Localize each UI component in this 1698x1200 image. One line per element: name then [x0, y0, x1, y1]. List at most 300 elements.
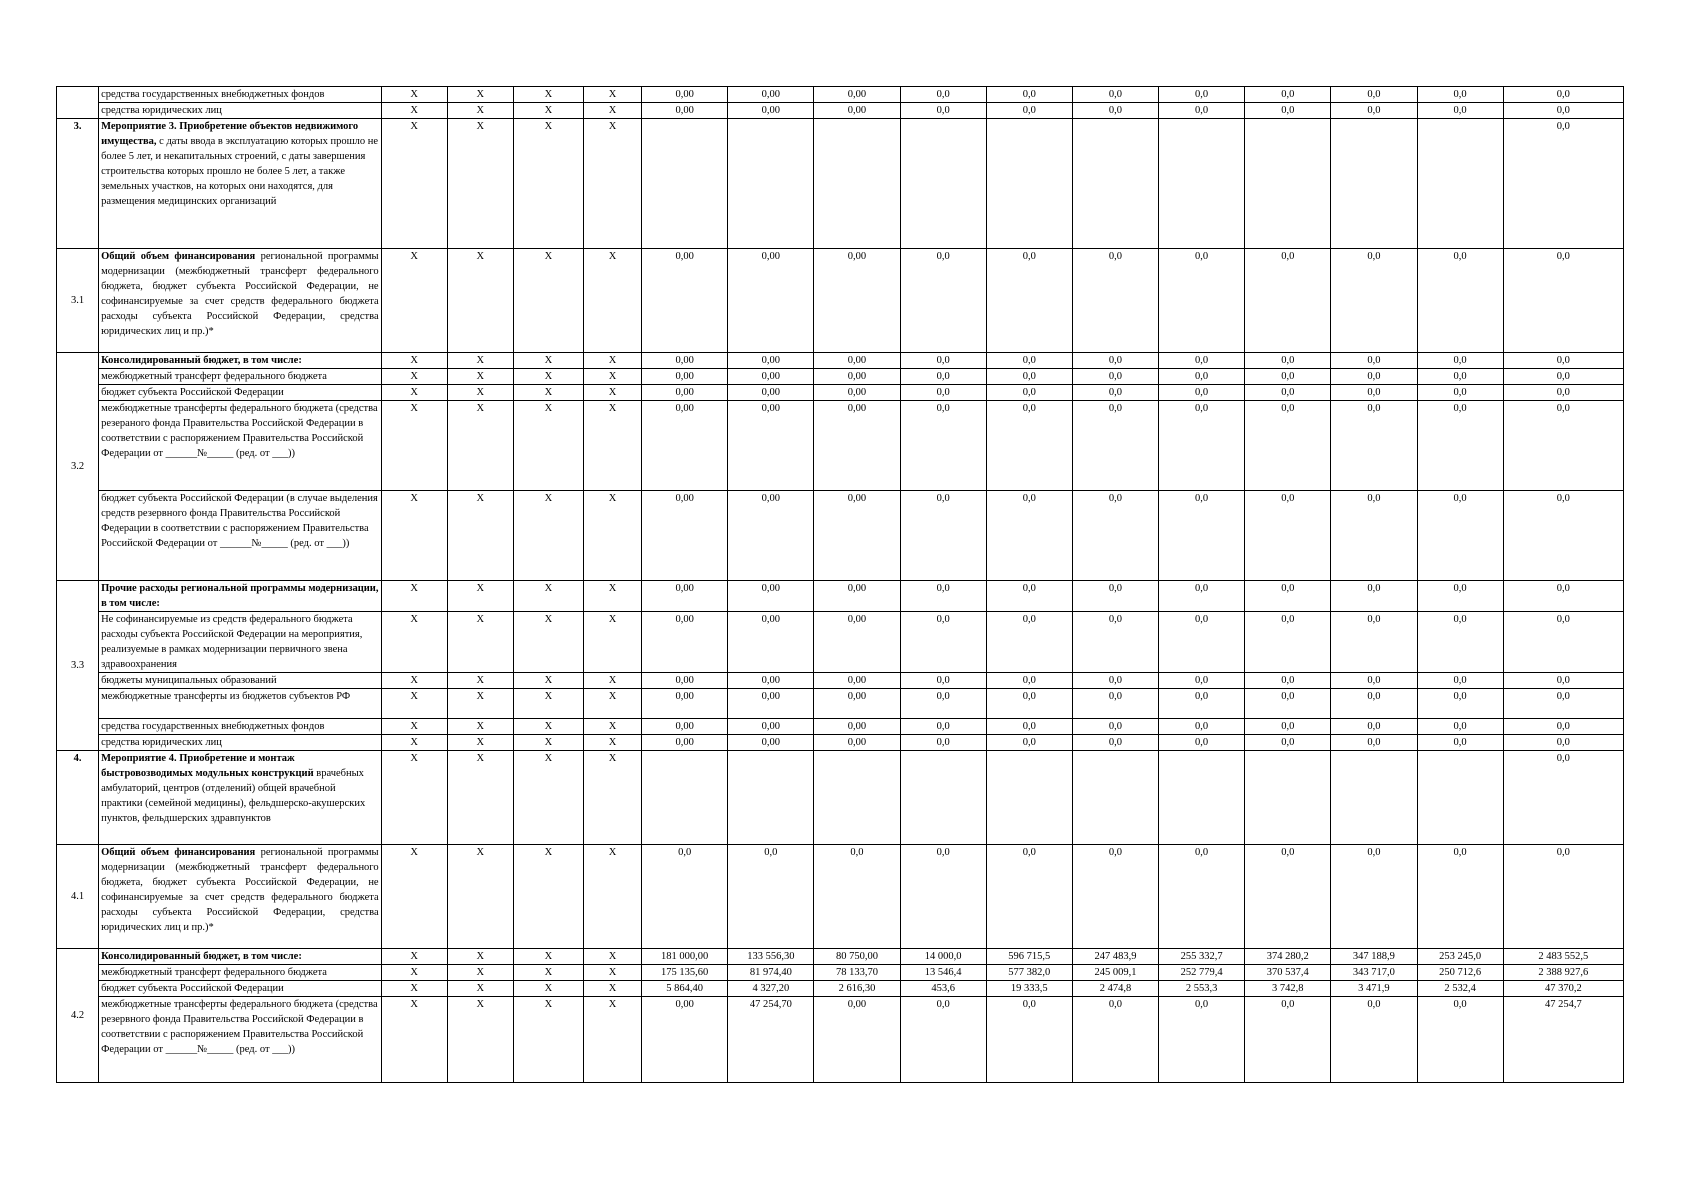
- value-cell: 0,0: [1417, 845, 1503, 949]
- value-cell: 0,0: [1417, 385, 1503, 401]
- value-cell: 0,0: [1159, 353, 1245, 369]
- row-number: 4.2: [57, 949, 99, 1083]
- value-cell: 0,0: [900, 353, 986, 369]
- value-cell: 0,0: [1245, 353, 1331, 369]
- value-cell: 0,0: [1072, 845, 1158, 949]
- value-cell: 0,0: [1159, 673, 1245, 689]
- value-cell: X: [583, 87, 641, 103]
- value-cell: X: [381, 491, 447, 581]
- value-cell: 0,0: [1072, 612, 1158, 673]
- value-cell: 577 382,0: [986, 965, 1072, 981]
- value-cell: 0,00: [814, 369, 900, 385]
- row-description: [99, 353, 382, 369]
- value-cell: 3 742,8: [1245, 981, 1331, 997]
- value-cell: 0,0: [1331, 87, 1417, 103]
- value-cell: 0,00: [642, 673, 728, 689]
- value-cell: X: [447, 735, 513, 751]
- description-text: средства государственных внебюджетных фондов: [101, 721, 325, 732]
- value-cell: 0,0: [1159, 845, 1245, 949]
- value-cell: 0,0: [1072, 581, 1158, 612]
- value-cell: 47 254,7: [1503, 997, 1623, 1083]
- value-cell: X: [583, 673, 641, 689]
- value-cell: [1245, 119, 1331, 249]
- value-cell: 0,0: [986, 87, 1072, 103]
- table-row: [57, 965, 1624, 981]
- value-cell: 0,0: [1331, 103, 1417, 119]
- value-cell: 0,0: [986, 385, 1072, 401]
- value-cell: X: [381, 719, 447, 735]
- value-cell: 0,0: [986, 581, 1072, 612]
- value-cell: 0,0: [1245, 689, 1331, 719]
- value-cell: 0,0: [1245, 369, 1331, 385]
- value-cell: 0,0: [1331, 353, 1417, 369]
- value-cell: X: [513, 87, 583, 103]
- value-cell: X: [583, 735, 641, 751]
- value-cell: 78 133,70: [814, 965, 900, 981]
- value-cell: 0,0: [1417, 249, 1503, 353]
- value-cell: 0,0: [1159, 719, 1245, 735]
- description-text: Мероприятие 4. Приобретение и монтаж быстровозводимых модульных конструкций: [101, 753, 314, 779]
- value-cell: 2 553,3: [1159, 981, 1245, 997]
- value-cell: 0,00: [728, 249, 814, 353]
- value-cell: 0,00: [814, 385, 900, 401]
- value-cell: [728, 751, 814, 845]
- value-cell: 0,0: [1331, 673, 1417, 689]
- description-text: с даты ввода в эксплуатацию которых прошло не более 5 лет, и некапитальных строений, с даты завершения строительства которых прошло не более 5 лет, а также земельных участков, на которых они находятся, для размещения медицинских организаций: [101, 136, 379, 207]
- value-cell: 0,0: [1245, 581, 1331, 612]
- value-cell: [1417, 119, 1503, 249]
- value-cell: 0,0: [1331, 581, 1417, 612]
- description-text: средства юридических лиц: [101, 737, 222, 748]
- value-cell: [1072, 751, 1158, 845]
- value-cell: X: [447, 369, 513, 385]
- value-cell: 0,0: [1503, 845, 1623, 949]
- value-cell: X: [583, 719, 641, 735]
- value-cell: X: [447, 491, 513, 581]
- value-cell: X: [583, 581, 641, 612]
- value-cell: 0,0: [1159, 491, 1245, 581]
- value-cell: [1331, 119, 1417, 249]
- value-cell: 0,0: [1417, 401, 1503, 491]
- description-text: Прочие расходы региональной программы модернизации, в том числе:: [101, 583, 379, 609]
- description-text: межбюджетные трансферты из бюджетов субъектов РФ: [101, 691, 351, 702]
- table-row: [57, 612, 1624, 673]
- description-text: средства юридических лиц: [101, 105, 222, 116]
- value-cell: 13 546,4: [900, 965, 986, 981]
- value-cell: X: [447, 119, 513, 249]
- value-cell: 0,0: [1159, 385, 1245, 401]
- value-cell: 47 370,2: [1503, 981, 1623, 997]
- value-cell: 0,0: [1331, 845, 1417, 949]
- row-description: [99, 673, 382, 689]
- value-cell: X: [513, 581, 583, 612]
- value-cell: 0,0: [1417, 719, 1503, 735]
- value-cell: 0,0: [1417, 689, 1503, 719]
- value-cell: X: [447, 353, 513, 369]
- value-cell: [986, 119, 1072, 249]
- value-cell: 0,0: [1245, 491, 1331, 581]
- value-cell: 0,0: [1159, 401, 1245, 491]
- row-description: [99, 87, 382, 103]
- value-cell: X: [381, 981, 447, 997]
- description-text: региональной программы модернизации (межбюджетный трансферт федерального бюджета, бюджет субъекта Российской Федерации, не софинансируемые за счет средств федерального бюджета расходы субъекта Российской Федерации, средства юридических лиц и пр.)*: [101, 251, 379, 337]
- value-cell: 0,0: [1331, 612, 1417, 673]
- value-cell: 0,0: [1072, 997, 1158, 1083]
- value-cell: 0,0: [1072, 87, 1158, 103]
- value-cell: 0,0: [1159, 87, 1245, 103]
- value-cell: X: [513, 735, 583, 751]
- description-text: бюджеты муниципальных образований: [101, 675, 277, 686]
- value-cell: 0,0: [900, 735, 986, 751]
- value-cell: 0,00: [814, 491, 900, 581]
- value-cell: 0,0: [642, 845, 728, 949]
- value-cell: 0,00: [728, 369, 814, 385]
- value-cell: 0,0: [900, 673, 986, 689]
- value-cell: X: [583, 845, 641, 949]
- value-cell: 0,0: [1417, 612, 1503, 673]
- value-cell: 0,00: [728, 103, 814, 119]
- row-description: [99, 981, 382, 997]
- value-cell: 2 483 552,5: [1503, 949, 1623, 965]
- value-cell: 245 009,1: [1072, 965, 1158, 981]
- value-cell: 0,00: [814, 249, 900, 353]
- table-row: [57, 997, 1624, 1083]
- value-cell: 0,00: [642, 689, 728, 719]
- value-cell: X: [447, 581, 513, 612]
- value-cell: X: [381, 735, 447, 751]
- value-cell: 0,0: [1245, 719, 1331, 735]
- value-cell: 0,0: [986, 491, 1072, 581]
- value-cell: 0,0: [1072, 689, 1158, 719]
- table-row: [57, 103, 1624, 119]
- value-cell: 0,0: [986, 353, 1072, 369]
- table-row: [57, 385, 1624, 401]
- value-cell: 0,00: [728, 673, 814, 689]
- value-cell: 596 715,5: [986, 949, 1072, 965]
- budget-table-page: [56, 86, 1624, 1083]
- value-cell: 0,00: [642, 249, 728, 353]
- description-text: межбюджетные трансферты федерального бюджета (средства резервного фонда Правительства Российской Федерации в соответствии с распоряжением Правительства Российской Федерации от ______№_____ (ред. от ___)): [101, 999, 378, 1055]
- value-cell: 0,00: [814, 103, 900, 119]
- value-cell: X: [381, 581, 447, 612]
- value-cell: X: [447, 719, 513, 735]
- value-cell: 0,0: [986, 997, 1072, 1083]
- value-cell: 0,00: [642, 401, 728, 491]
- value-cell: 0,0: [986, 689, 1072, 719]
- description-text: бюджет субъекта Российской Федерации: [101, 983, 284, 994]
- table-row: [57, 491, 1624, 581]
- table-row: [57, 751, 1624, 845]
- value-cell: 80 750,00: [814, 949, 900, 965]
- value-cell: X: [447, 965, 513, 981]
- value-cell: X: [583, 103, 641, 119]
- value-cell: 0,0: [1159, 581, 1245, 612]
- value-cell: 374 280,2: [1245, 949, 1331, 965]
- value-cell: 0,00: [728, 491, 814, 581]
- value-cell: 0,0: [1331, 385, 1417, 401]
- description-text: Общий объем финансирования: [101, 251, 256, 262]
- value-cell: 0,0: [1159, 103, 1245, 119]
- row-description: [99, 385, 382, 401]
- row-description: [99, 689, 382, 719]
- value-cell: 0,0: [1417, 369, 1503, 385]
- value-cell: 0,0: [1072, 719, 1158, 735]
- value-cell: 0,00: [728, 401, 814, 491]
- value-cell: 0,0: [900, 997, 986, 1083]
- value-cell: 5 864,40: [642, 981, 728, 997]
- value-cell: X: [381, 401, 447, 491]
- value-cell: 0,0: [1417, 581, 1503, 612]
- value-cell: 0,0: [1245, 997, 1331, 1083]
- value-cell: 47 254,70: [728, 997, 814, 1083]
- value-cell: [728, 119, 814, 249]
- value-cell: X: [447, 385, 513, 401]
- value-cell: [1159, 751, 1245, 845]
- value-cell: 253 245,0: [1417, 949, 1503, 965]
- value-cell: 0,0: [1072, 353, 1158, 369]
- value-cell: 0,0: [1503, 719, 1623, 735]
- value-cell: X: [583, 369, 641, 385]
- value-cell: 0,0: [1245, 612, 1331, 673]
- value-cell: 0,0: [986, 103, 1072, 119]
- value-cell: 0,00: [642, 491, 728, 581]
- value-cell: 0,0: [728, 845, 814, 949]
- value-cell: X: [513, 949, 583, 965]
- value-cell: 255 332,7: [1159, 949, 1245, 965]
- value-cell: X: [513, 719, 583, 735]
- row-description: [99, 719, 382, 735]
- row-description: [99, 491, 382, 581]
- value-cell: [1331, 751, 1417, 845]
- description-text: Не софинансируемые из средств федерального бюджета расходы субъекта Российской Федерации на мероприятия, реализуемые в рамках модернизации первичного звена здравоохранения: [101, 614, 363, 670]
- table-row: [57, 689, 1624, 719]
- value-cell: 2 532,4: [1417, 981, 1503, 997]
- row-description: [99, 965, 382, 981]
- value-cell: 0,00: [728, 87, 814, 103]
- value-cell: 0,0: [1245, 735, 1331, 751]
- row-description: [99, 249, 382, 353]
- value-cell: 0,0: [986, 845, 1072, 949]
- row-description: [99, 735, 382, 751]
- value-cell: [1417, 751, 1503, 845]
- value-cell: 14 000,0: [900, 949, 986, 965]
- table-row: [57, 353, 1624, 369]
- value-cell: 0,0: [1072, 103, 1158, 119]
- value-cell: 133 556,30: [728, 949, 814, 965]
- value-cell: 2 474,8: [1072, 981, 1158, 997]
- value-cell: 0,00: [814, 735, 900, 751]
- value-cell: 0,00: [728, 735, 814, 751]
- value-cell: 0,00: [728, 581, 814, 612]
- value-cell: 0,0: [1417, 87, 1503, 103]
- value-cell: X: [381, 965, 447, 981]
- value-cell: X: [583, 119, 641, 249]
- value-cell: X: [513, 119, 583, 249]
- value-cell: [814, 751, 900, 845]
- description-text: Общий объем финансирования: [101, 847, 256, 858]
- value-cell: 0,00: [642, 612, 728, 673]
- row-number: [57, 87, 99, 119]
- value-cell: X: [381, 673, 447, 689]
- value-cell: 0,0: [1503, 689, 1623, 719]
- value-cell: 0,0: [1331, 997, 1417, 1083]
- value-cell: 0,0: [900, 401, 986, 491]
- value-cell: 0,00: [728, 612, 814, 673]
- table-row: [57, 369, 1624, 385]
- value-cell: 0,0: [1159, 612, 1245, 673]
- value-cell: 0,00: [642, 369, 728, 385]
- row-number: 4.1: [57, 845, 99, 949]
- value-cell: 0,0: [1072, 491, 1158, 581]
- value-cell: [642, 751, 728, 845]
- table-row: [57, 581, 1624, 612]
- value-cell: X: [513, 385, 583, 401]
- value-cell: X: [381, 751, 447, 845]
- value-cell: 0,0: [1503, 612, 1623, 673]
- value-cell: X: [381, 249, 447, 353]
- value-cell: 0,00: [728, 719, 814, 735]
- value-cell: 0,00: [728, 689, 814, 719]
- value-cell: 343 717,0: [1331, 965, 1417, 981]
- value-cell: 0,0: [1159, 997, 1245, 1083]
- value-cell: 0,0: [1503, 119, 1623, 249]
- description-text: средства государственных внебюджетных фондов: [101, 89, 325, 100]
- value-cell: 0,00: [814, 997, 900, 1083]
- value-cell: 0,0: [1417, 673, 1503, 689]
- value-cell: 4 327,20: [728, 981, 814, 997]
- table-row: [57, 949, 1624, 965]
- value-cell: 0,00: [814, 689, 900, 719]
- value-cell: 0,0: [1503, 735, 1623, 751]
- value-cell: 250 712,6: [1417, 965, 1503, 981]
- value-cell: 0,0: [900, 491, 986, 581]
- value-cell: X: [381, 103, 447, 119]
- value-cell: X: [513, 981, 583, 997]
- value-cell: 0,0: [1331, 719, 1417, 735]
- value-cell: X: [583, 751, 641, 845]
- value-cell: 453,6: [900, 981, 986, 997]
- value-cell: 0,0: [1245, 385, 1331, 401]
- value-cell: 0,0: [1159, 249, 1245, 353]
- value-cell: X: [447, 673, 513, 689]
- value-cell: 0,0: [1245, 103, 1331, 119]
- row-number: 3.3: [57, 581, 99, 751]
- value-cell: 0,0: [1503, 491, 1623, 581]
- value-cell: 0,0: [1503, 751, 1623, 845]
- value-cell: 0,0: [1331, 491, 1417, 581]
- description-text: Консолидированный бюджет, в том числе:: [101, 951, 302, 962]
- value-cell: 0,0: [1072, 385, 1158, 401]
- value-cell: 0,0: [1245, 249, 1331, 353]
- row-description: [99, 581, 382, 612]
- value-cell: 0,0: [1331, 735, 1417, 751]
- value-cell: X: [381, 369, 447, 385]
- value-cell: [814, 119, 900, 249]
- value-cell: 0,00: [642, 735, 728, 751]
- value-cell: 0,0: [986, 612, 1072, 673]
- value-cell: 0,0: [986, 673, 1072, 689]
- value-cell: 0,00: [728, 353, 814, 369]
- value-cell: 252 779,4: [1159, 965, 1245, 981]
- table-row: [57, 981, 1624, 997]
- budget-table-body: [57, 87, 1624, 1083]
- value-cell: X: [447, 751, 513, 845]
- value-cell: 0,0: [986, 719, 1072, 735]
- description-text: межбюджетный трансферт федерального бюджета: [101, 967, 327, 978]
- value-cell: 0,0: [1072, 369, 1158, 385]
- value-cell: 0,00: [814, 612, 900, 673]
- description-text: врачебных амбулаторий, центров (отделений) общей врачебной практики (семейной медицины), фельдшерско-акушерских пунктов, фельдшерских здравпунктов: [101, 768, 366, 824]
- value-cell: 0,0: [900, 249, 986, 353]
- value-cell: 0,00: [814, 673, 900, 689]
- value-cell: 0,0: [986, 735, 1072, 751]
- value-cell: 0,0: [1072, 401, 1158, 491]
- value-cell: X: [381, 119, 447, 249]
- value-cell: X: [583, 997, 641, 1083]
- value-cell: 0,0: [1331, 369, 1417, 385]
- value-cell: X: [381, 385, 447, 401]
- value-cell: 0,0: [814, 845, 900, 949]
- value-cell: 0,0: [1417, 103, 1503, 119]
- description-text: региональной программы модернизации (межбюджетный трансферт федерального бюджета, бюджет субъекта Российской Федерации, не софинансируемые за счет средств федерального бюджета расходы субъекта Российской Федерации, средства юридических лиц и пр.)*: [101, 847, 379, 933]
- value-cell: 0,0: [1331, 401, 1417, 491]
- value-cell: 0,00: [642, 353, 728, 369]
- row-description: [99, 751, 382, 845]
- value-cell: 0,00: [642, 719, 728, 735]
- value-cell: X: [513, 103, 583, 119]
- value-cell: X: [447, 949, 513, 965]
- value-cell: 0,0: [986, 401, 1072, 491]
- table-row: [57, 119, 1624, 249]
- value-cell: 0,00: [814, 401, 900, 491]
- value-cell: 0,0: [1245, 673, 1331, 689]
- description-text: Консолидированный бюджет, в том числе:: [101, 355, 302, 366]
- value-cell: 0,00: [814, 353, 900, 369]
- value-cell: X: [447, 401, 513, 491]
- value-cell: [986, 751, 1072, 845]
- value-cell: X: [381, 612, 447, 673]
- value-cell: 0,0: [900, 581, 986, 612]
- value-cell: X: [447, 689, 513, 719]
- value-cell: 0,0: [900, 612, 986, 673]
- value-cell: 0,0: [1159, 735, 1245, 751]
- row-description: [99, 369, 382, 385]
- value-cell: 0,0: [1503, 249, 1623, 353]
- value-cell: X: [447, 845, 513, 949]
- value-cell: X: [513, 673, 583, 689]
- value-cell: X: [583, 401, 641, 491]
- value-cell: 0,0: [986, 249, 1072, 353]
- value-cell: X: [513, 689, 583, 719]
- value-cell: X: [513, 353, 583, 369]
- value-cell: 3 471,9: [1331, 981, 1417, 997]
- value-cell: X: [447, 87, 513, 103]
- value-cell: 0,00: [642, 87, 728, 103]
- value-cell: 2 616,30: [814, 981, 900, 997]
- value-cell: 0,00: [814, 581, 900, 612]
- value-cell: X: [513, 997, 583, 1083]
- value-cell: 0,0: [1417, 353, 1503, 369]
- value-cell: 0,00: [814, 719, 900, 735]
- value-cell: X: [513, 612, 583, 673]
- description-text: межбюджетные трансферты федерального бюджета (средства резерaного фонда Правительства Российской Федерации в соответствии с распоряжением Правительства Российской Федерации от ______№_____ (ред. от ___)): [101, 403, 378, 459]
- value-cell: 247 483,9: [1072, 949, 1158, 965]
- value-cell: 175 135,60: [642, 965, 728, 981]
- value-cell: X: [583, 612, 641, 673]
- value-cell: 0,0: [1503, 581, 1623, 612]
- value-cell: 0,0: [1503, 385, 1623, 401]
- row-description: [99, 401, 382, 491]
